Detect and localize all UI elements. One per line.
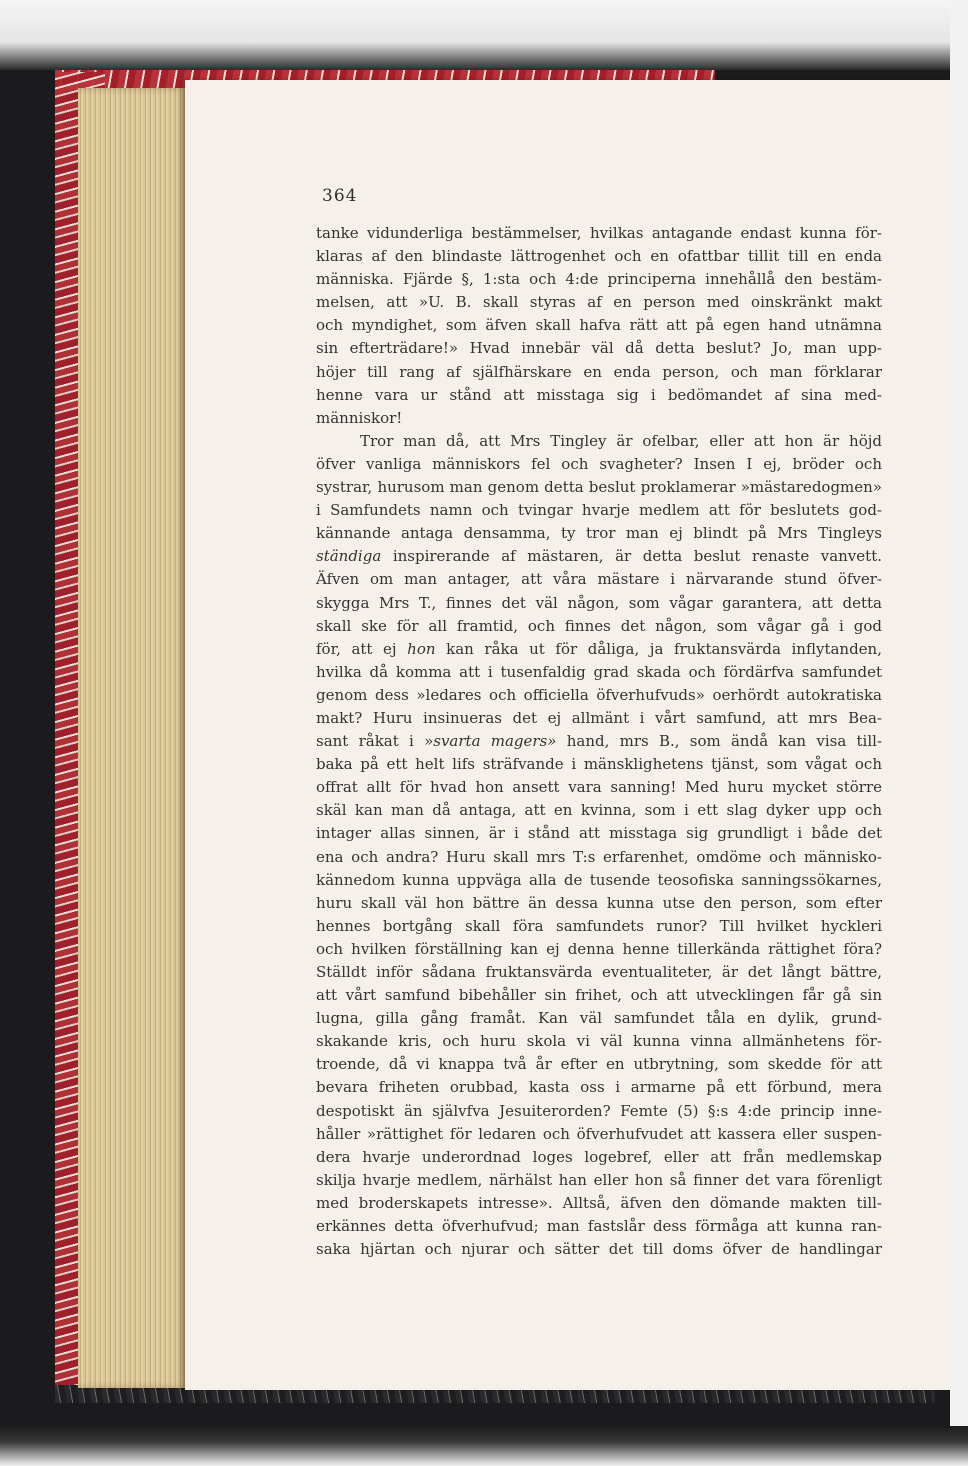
text-line: bevara friheten orubbad, kasta oss i armarne på ett förbund, mera xyxy=(316,1078,882,1097)
text-line: ena och andra? Huru skall mrs T:s erfarenhet, omdöme och människo- xyxy=(316,847,882,866)
text-line: baka på ett helt lifs sträfvande i mänsklighetens tjänst, som vågat och xyxy=(316,755,882,774)
text-line: i Samfundets namn och tvingar hvarje medlem att för beslutets god- xyxy=(316,501,882,520)
text-line: tanke vidunderliga bestämmelser, hvilkas antagande endast kunna för- xyxy=(316,224,882,242)
body-text xyxy=(316,222,882,1261)
text-span: kan råka ut för dåliga, ja fruktansvärda inflytanden, xyxy=(435,639,882,658)
text-line: lugna, gilla gång framåt. Kan väl samfundet tåla en dylik, grund- xyxy=(316,1009,882,1028)
italic-text: ständiga xyxy=(316,547,382,566)
text-span: hand, mrs B., som ändå kan visa till- xyxy=(556,732,883,751)
text-line: erkännes detta öfverhufvud; man fastslår dess förmåga att kunna ran- xyxy=(316,1217,882,1236)
text-line: despotiskt än självfva Jesuiterorden? Femte (5) §:s 4:de princip inne- xyxy=(316,1101,882,1120)
text-line: skäl kan man då antaga, att en kvinna, som i ett slag dyker upp och xyxy=(316,801,882,820)
italic-text: svarta magers» xyxy=(433,732,557,751)
text-line: med broderskapets intresse». Alltså, äfven den dömande makten till- xyxy=(316,1193,882,1212)
text-line: och hvilken förställning kan ej denna henne tillerkända rättighet föra? xyxy=(316,939,882,958)
text-line: öfver vanliga människors fel och svagheter? Insen I ej, bröder och xyxy=(316,454,882,473)
text-line: melsen, att »U. B. skall styras af en person med oinskränkt makt xyxy=(316,293,882,312)
text-line: skilja hvarje medlem, närhälst han eller hon så finner det vara förenligt xyxy=(316,1170,882,1189)
text-line xyxy=(316,545,882,568)
text-line: troende, då vi knappa två år efter en utbrytning, som skedde för att xyxy=(316,1055,882,1074)
text-line: sin efterträdare!» Hvad innebär väl då detta beslut? Jo, man upp- xyxy=(316,339,882,358)
text-line: människor! xyxy=(316,408,403,427)
italic-text: hon xyxy=(407,639,436,658)
text-line: skakande kris, och huru skola vi väl kunna vinna allmänhetens för- xyxy=(316,1032,882,1051)
text-line: och myndighet, som äfven skall hafva rätt att på egen hand utnämna xyxy=(316,316,882,335)
text-span: för, att ej xyxy=(316,639,408,658)
text-line xyxy=(316,730,882,753)
text-line: håller »rättighet för ledaren och öfverhufvudet att kassera eller suspen- xyxy=(316,1124,882,1143)
text-line: kännande antaga densamma, ty tror man ej blindt på Mrs Tingleys xyxy=(316,524,882,543)
scan-top-margin xyxy=(0,0,968,70)
text-line: skall ske för all framtid, och finnes det någon, som vågar gå i god xyxy=(316,616,882,635)
text-line: hennes bortgång skall föra samfundets runor? Till hvilket hyckleri xyxy=(316,916,882,935)
text-line xyxy=(316,638,882,661)
text-line: människa. Fjärde §, 1:sta och 4:de principerna innehållå den bestäm- xyxy=(316,270,882,289)
text-line: offrat allt för hvad hon ansett vara sanning! Med huru mycket större xyxy=(316,778,882,797)
text-line: klaras af den blindaste lättrogenhet och en ofattbar tillit till en enda xyxy=(316,247,882,266)
text-line: hvilka då komma att i tusenfaldig grad skada och fördärfva samfundet xyxy=(316,662,882,681)
text-line: att vårt samfund bibehåller sin frihet, och att utvecklingen får gå sin xyxy=(316,986,882,1005)
text-line: kännedom kunna uppväga alla de tusende teosofiska sanningssökarnes, xyxy=(316,870,882,889)
text-line: makt? Huru insinueras det ej allmänt i vårt samfund, att mrs Bea- xyxy=(316,708,882,727)
text-line: huru skall väl hon bättre än dessa kunna utse den person, som efter xyxy=(316,893,882,912)
text-line: systrar, hurusom man genom detta beslut proklamerar »mästaredogmen» xyxy=(316,478,882,497)
text-span: inspirerande af mästaren, är detta beslut renaste vanvett. xyxy=(381,547,882,566)
text-line: Tror man då, att Mrs Tingley är ofelbar, eller att hon är höjd xyxy=(360,431,882,450)
page-edges xyxy=(78,88,188,1388)
scan-bottom-margin xyxy=(0,1426,968,1466)
text-line: höjer till rang af själfhärskare en enda person, och man förklarar xyxy=(316,362,882,381)
page-number: 364 xyxy=(322,186,358,206)
text-line: genom dess »ledares och officiella öfverhufvuds» oerhördt autokratiska xyxy=(316,685,882,704)
text-line: Äfven om man antager, att våra mästare i närvarande stund öfver- xyxy=(316,570,882,589)
text-line: dera hvarje underordnad loges logebref, eller att från medlemskap xyxy=(316,1147,882,1166)
text-line: Ställdt inför sådana fruktansvärda eventualiteter, är det långt bättre, xyxy=(316,963,882,981)
text-line: intager allas sinnen, är i stånd att misstaga sig grundligt i både det xyxy=(316,824,882,843)
scan-right-margin xyxy=(950,0,968,1466)
text-line: henne vara ur stånd att misstaga sig i bedömandet af sina med- xyxy=(316,385,882,404)
text-line: saka hjärtan och njurar och sätter det till doms öfver de handlingar xyxy=(316,1240,882,1259)
text-line: skygga Mrs T., finnes det väl någon, som vågar garantera, att detta xyxy=(316,593,882,612)
text-span: sant råkat i » xyxy=(316,732,434,751)
